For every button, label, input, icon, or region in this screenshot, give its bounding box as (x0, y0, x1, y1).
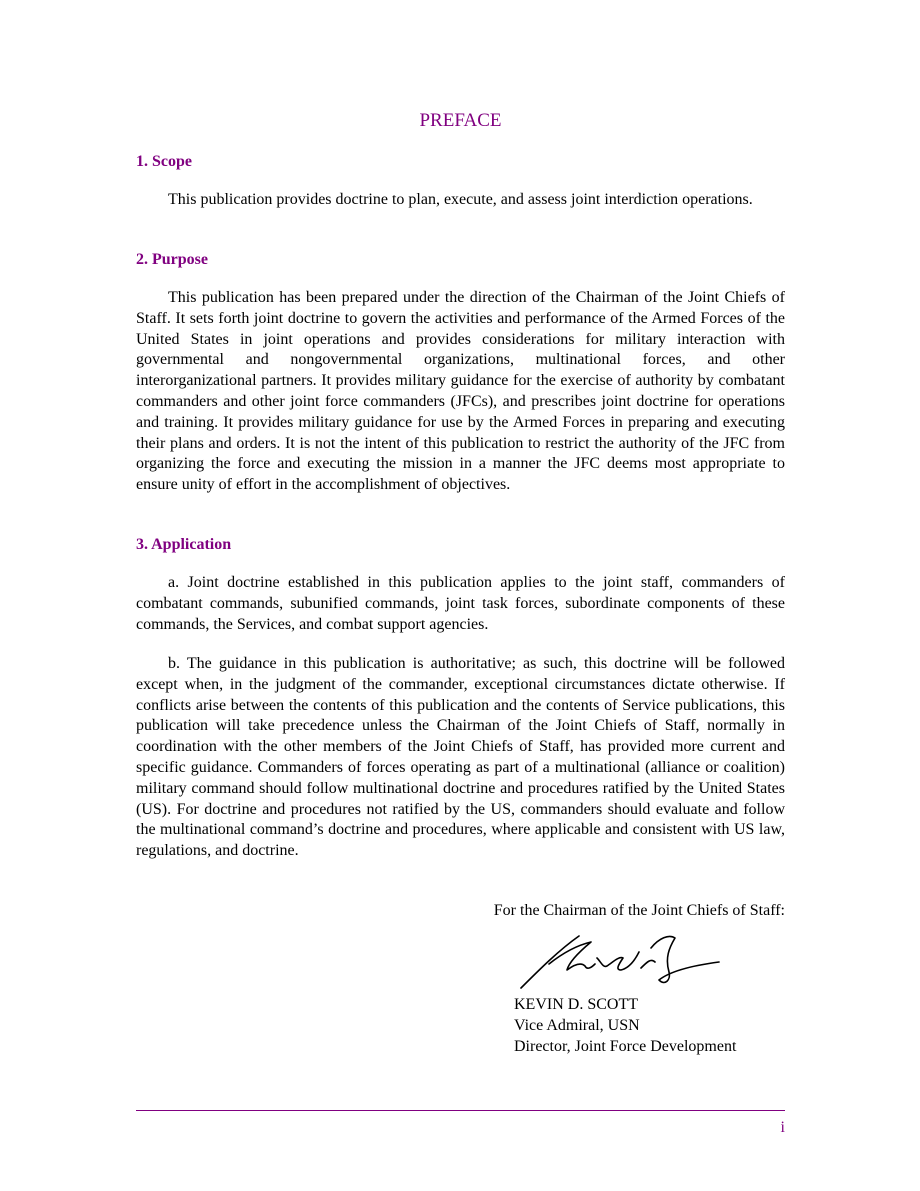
page-number: i (780, 1119, 785, 1136)
signer-rank: Vice Admiral, USN (514, 1017, 640, 1034)
page-title: PREFACE (419, 110, 502, 131)
application-paragraph-b: b. The guidance in this publication is authoritative; as such, this doctrine will be followed except when, in the judgment of the commander, exceptional circumstances dictate otherwise. If conflicts arise between the contents of this publication and the contents of Service publications, this publication will take precedence unless the Chairman of the Joint Chiefs of Staff, normally in coordination with the other members of the Joint Chiefs of Staff, has provided more current and specific guidance. Commanders of forces operating as part of a multinational (alliance or coalition) military command should follow multinational doctrine and procedures ratified by the United States (US). For doctrine and procedures not ratified by the US, commanders should evaluate and follow the multinational command’s doctrine and procedures, where applicable and consistent with US law, regulations, and doctrine. (136, 655, 785, 860)
signature-details (514, 994, 736, 1057)
signer-position: Director, Joint Force Development (514, 1038, 737, 1055)
section-heading-scope: 1. Scope (136, 153, 192, 170)
purpose-paragraph: This publication has been prepared under the direction of the Chairman of the Joint Chiefs of Staff. It sets forth joint doctrine to govern the activities and performance of the Armed Forces of the United States in joint operations and provides considerations for military interaction with governmental and nongovernmental organizations, multinational forces, and other interorganizational partners. It provides military guidance for the exercise of authority by combatant commanders and other joint force commanders (JFCs), and prescribes joint doctrine for operations and training. It provides military guidance for use by the Armed Forces in preparing and executing their plans and orders. It is not the intent of this publication to restrict the authority of the JFC from organizing the force and executing the mission in a manner the JFC deems most appropriate to ensure unity of effort in the accomplishment of objectives. (136, 289, 785, 494)
application-paragraph-a: a. Joint doctrine established in this publication applies to the joint staff, commanders of combatant commands, subunified commands, joint task forces, subordinate components of these commands, the Services, and combat support agencies. (136, 574, 785, 633)
scope-paragraph: This publication provides doctrine to plan, execute, and assess joint interdiction operations. (168, 191, 753, 208)
section-heading-purpose: 2. Purpose (136, 251, 208, 268)
signer-name: KEVIN D. SCOTT (514, 996, 638, 1013)
handwritten-signature (519, 928, 729, 994)
footer-divider (136, 1110, 785, 1111)
section-heading-application: 3. Application (136, 536, 232, 553)
signature-for-line: For the Chairman of the Joint Chiefs of Staff: (493, 902, 785, 919)
